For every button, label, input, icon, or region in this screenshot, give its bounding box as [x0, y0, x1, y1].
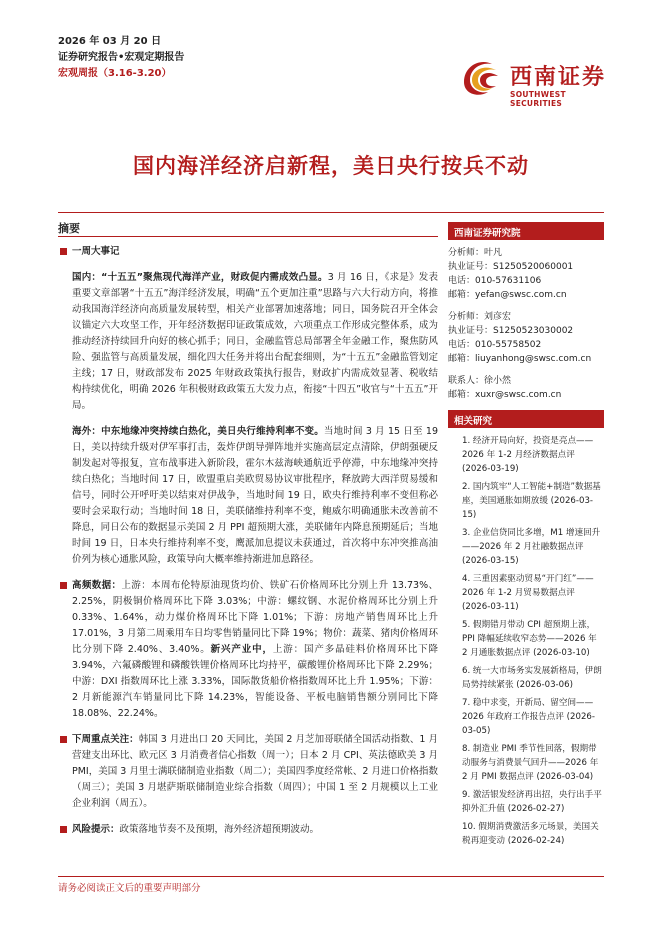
analyst-cert: 执业证号：S1250523030002: [448, 326, 574, 336]
report-type: 证券研究报告•宏观定期报告: [58, 52, 185, 63]
report-header: [58, 34, 184, 82]
newcycle-lead: 新兴产业中，: [210, 644, 273, 655]
footer-disclaimer: 请务必阅读正文后的重要声明部分: [58, 883, 201, 894]
swirl-logo-icon: [458, 54, 504, 100]
logo-text-en: SOUTHWEST SECURITIES: [510, 90, 566, 108]
bullet-icon: [60, 736, 67, 743]
related-item[interactable]: 6. 统一大市场务实发展新格局，伊朗局势持续紧张 (2026-03-06): [462, 666, 602, 690]
sidebar: [448, 222, 604, 852]
contact-email[interactable]: 邮箱：xuxr@swsc.com.cn: [448, 390, 562, 400]
analyst-phone: 电话：010-57631106: [448, 276, 542, 286]
domestic-body: 3 月 16 日，《求是》发表重要文章部署“十五五”海洋经济发展，明确“五个更加注重”思路与六大行动方向，将推动我国海洋经济向高质量发展转型，相关产业部署加速落地；同日，国务院召开全体会议锚定六大攻坚工作，开年经济数据印证政策成效，六项重点工作形成完整体系，成为推动经济持续回升向好的核心抓手；同日，金融监管总局部署全年金融工作，聚焦防风险、强监管与高质量发展，细化四大任务并将出台配套细则，为“十五五”金融监管划定主线；17 日，财政部发布 2025 年财政政策执行报告，财政扩内需成效显著、税收结构持续优化，明确 2026 年积极财政政策五大发力点，衔接“十四五”收官与“十五五”开局。: [72, 272, 438, 411]
overseas-lead: 海外：中东地缘冲突持续白热化，美日央行维持利率不变。: [72, 426, 324, 437]
highfreq-lead: 高频数据：: [72, 580, 122, 591]
analyst-name: 分析师：叶凡: [448, 248, 503, 258]
related-item[interactable]: 8. 制造业 PMI 季节性回落，假期带动服务与消费景气回升——2026 年 2 月 PMI 数据点评 (2026-03-04): [462, 744, 599, 782]
logo-text-cn: 西南证券: [510, 64, 607, 90]
domestic-lead: 国内：“十五五”聚焦现代海洋产业，财政促内需成效凸显。: [72, 272, 328, 283]
related-item[interactable]: 9. 激活银发经济再出招，央行出手平抑外汇升值 (2026-02-27): [462, 790, 602, 814]
analyst-block: [448, 246, 604, 402]
footer-divider: [58, 876, 604, 877]
nextweek-body: 韩国 3 月进出口 20 天同比，美国 2 月芝加哥联储全国活动指数、1 月营建支出环比、欧元区 3 月消费者信心指数（周一）；日本 2 月 CPI、英法德欧美 3 月 PMI，美国 3 月里士满联储制造业指数（周二）；美国四季度经常帐、2 月进口价格指数（周三）；美国 3 月堪萨斯联储制造业综合指数（周四）；中国 1 至 2 月规模以上工业企业利润（周五）。: [72, 734, 438, 809]
institute-bar: 西南证券研究院: [448, 222, 604, 240]
related-item[interactable]: 3. 企业信贷同比多增，M1 增速回升——2026 年 2 月社融数据点评 (2026-03-15): [462, 528, 601, 566]
report-date: 2026 年 03 月 20 日: [58, 36, 162, 47]
section-events: [58, 244, 438, 260]
analyst-email[interactable]: 邮箱：liuyanhong@swsc.com.cn: [448, 354, 592, 364]
highfreq-body: 上游：本周布伦特原油现货均价、铁矿石价格周环比分别上升 13.73%、2.25%，阴极铜价格周环比下降 3.03%；中游：螺纹钢、水泥价格周环比分别上升 0.33%、1.64%，动力煤价格周环比下降 1.01%；下游：房地产销售周环比上升 17.01%，3 月第二周乘用车日均零售销量同比下降 19%；物价：蔬菜、猪肉价格周环比分别下降 2.40%、3.40%。: [72, 580, 438, 655]
nextweek-lead: 下周重点关注：: [72, 734, 139, 745]
overseas-body: 当地时间 3 月 15 日至 19 日，美以持续升级对伊军事打击，轰炸伊朗导弹阵地并实施高层定点清除，伊朗强硬反制发起对等报复，宣布战事进入新阶段，霍尔木兹海峡通航近乎停滞，中东地缘冲突持续白热化；当地时间 17 日，欧盟重启美欧贸易协议审批程序，释放跨大西洋贸易缓和信号，同时公开呼吁美以结束对伊战争，当地时间 19 日，欧央行维持利率不变但称必要时会采取行动；当地时间 18 日，美联储维持利率不变，鲍威尔明确通胀未改善前不降息，同日公布的数据显示美国 2 月 PPI 超预期大涨，美联储年内降息预期延后；当地时间 19 日，日本央行维持利率不变，鹰派加息提议未获通过，首次将中东冲突推高油价列为核心通胀风险，政策导向大概率维持渐进加息路径。: [72, 426, 438, 565]
analyst-phone: 电话：010-55758502: [448, 340, 542, 350]
company-logo: [458, 54, 618, 108]
contact-name: 联系人：徐小然: [448, 376, 512, 386]
section-nextweek: [58, 732, 438, 812]
related-item[interactable]: 2. 国内筑牢“人工智能+制造”数据基座，美国通胀如期放缓 (2026-03-15): [462, 482, 601, 520]
related-heading: 相关研究: [448, 410, 604, 428]
weekly-range: 宏观周报（3.16-3.20）: [58, 68, 172, 79]
events-heading: 一周大事记: [72, 246, 120, 257]
section-highfreq: [58, 578, 438, 722]
bullet-icon: [60, 248, 67, 255]
newcycle-body: 上游：国产多晶硅料价格周环比下降 3.94%，六氟磷酸锂和磷酸铁锂价格周环比均持平，碳酸锂价格周环比下降 2.29%；中游：DXI 指数周环比上涨 3.33%，国际散货船价格指数周环比上升 1.95%；下游：2 月新能源汽车销量同比下降 14.23%，智能设备、平板电脑销售额分别同比下降 18.08%、22.24%。: [72, 644, 438, 719]
related-item[interactable]: 1. 经济开局向好，投资是亮点——2026 年 1-2 月经济数据点评 (2026-03-19): [462, 436, 594, 474]
overseas-paragraph: [72, 424, 438, 568]
summary-divider: [58, 236, 438, 237]
bullet-icon: [60, 826, 67, 833]
related-research: [448, 410, 604, 848]
analyst-email[interactable]: 邮箱：yefan@swsc.com.cn: [448, 290, 567, 300]
risk-lead: 风险提示：: [72, 824, 120, 835]
related-item[interactable]: 7. 稳中求变，开新局、留空间——2026 年政府工作报告点评 (2026-03-05): [462, 698, 596, 736]
analyst-name: 分析师：刘彦宏: [448, 312, 512, 322]
bullet-icon: [60, 582, 67, 589]
related-item[interactable]: 4. 三重因素驱动贸易“开门红”——2026 年 1-2 月贸易数据点评 (2026-03-11): [462, 574, 594, 612]
summary-body: [58, 244, 438, 848]
page-title: 国内海洋经济启新程，美日央行按兵不动: [133, 153, 529, 178]
section-risk: [58, 822, 438, 838]
related-item[interactable]: 10. 假期消费激活多元场景，美国关税再迎变动 (2026-02-24): [462, 822, 599, 846]
domestic-paragraph: [72, 270, 438, 414]
related-list: [448, 434, 604, 848]
summary-heading: 摘要: [58, 222, 80, 235]
related-item[interactable]: 5. 假期错月带动 CPI 超预期上涨，PPI 降幅延续收窄态势——2026 年 2 月通胀数据点评 (2026-03-10): [462, 620, 597, 658]
analyst-cert: 执业证号：S1250520060001: [448, 262, 574, 272]
title-divider: [58, 212, 604, 213]
risk-body: 政策落地节奏不及预期，海外经济超预期波动。: [119, 824, 320, 835]
